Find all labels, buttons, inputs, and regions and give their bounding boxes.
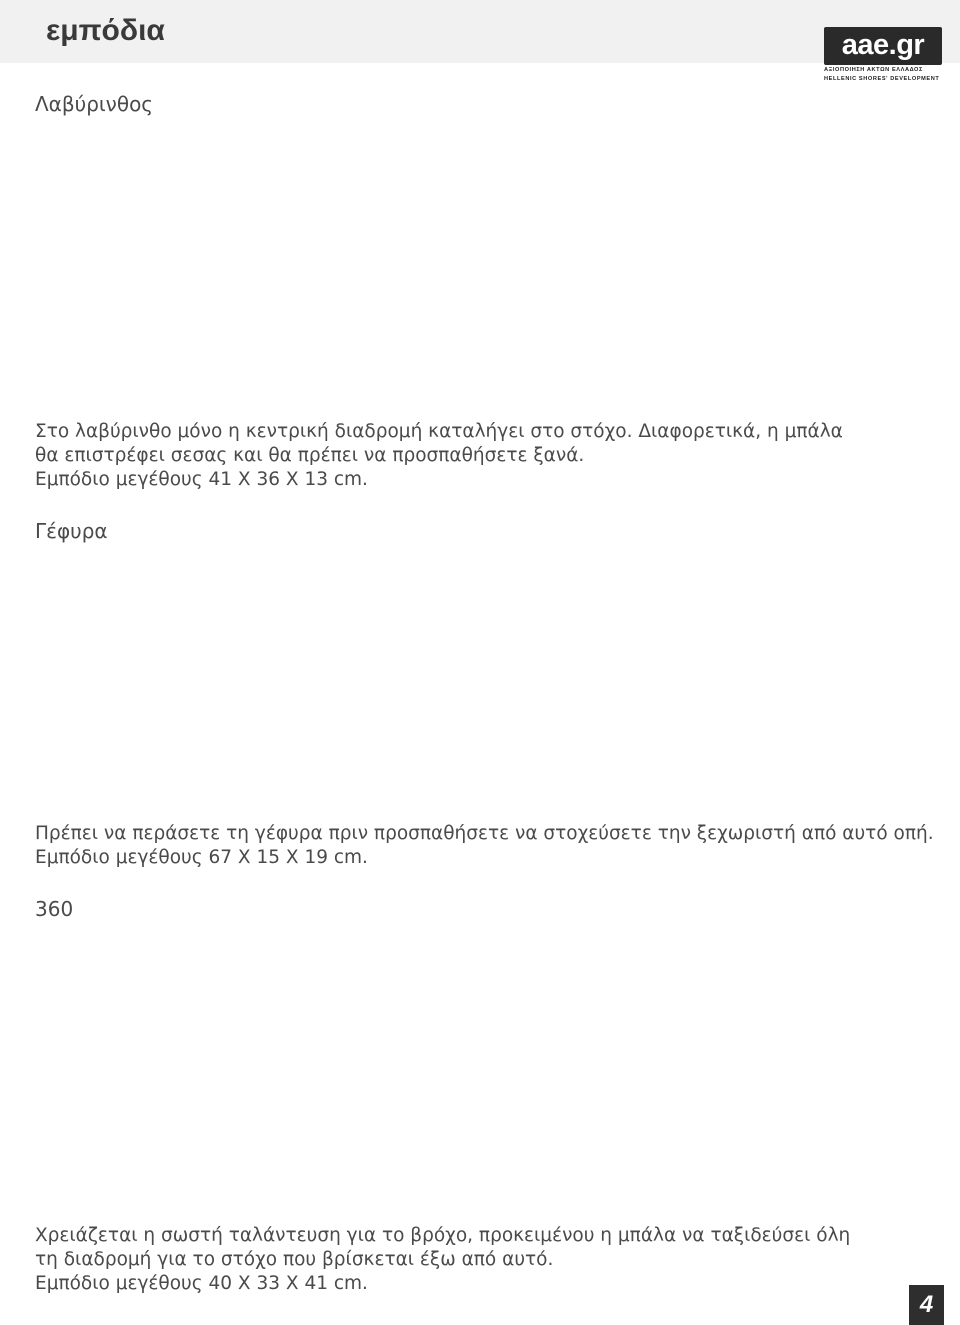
section-body-bridge <box>35 822 934 870</box>
body-line: τη διαδρομή για το στόχο που βρίσκεται έξω από αυτό. <box>35 1249 554 1270</box>
section-title-bridge: Γέφυρα <box>35 519 108 543</box>
body-line: θα επιστρέφει σεσας και θα πρέπει να προσπαθήσετε ξανά. <box>35 445 585 466</box>
section-title-labyrinth: Λαβύρινθος <box>35 92 154 116</box>
section-body-labyrinth <box>35 420 843 492</box>
body-line: Πρέπει να περάσετε τη γέφυρα πριν προσπαθήσετε να στοχεύσετε την ξεχωριστή από αυτό οπή. <box>35 823 934 844</box>
section-title-360: 360 <box>35 897 74 921</box>
logo-tagline-greek: ΑΞΙΟΠΟΙΗΣΗ ΑΚΤΩΝ ΕΛΛΑΔΟΣ <box>824 67 923 73</box>
body-line: Εμπόδιο μεγέθους 67 Χ 15 Χ 19 cm. <box>35 847 368 868</box>
body-line: Εμπόδιο μεγέθους 40 Χ 33 Χ 41 cm. <box>35 1273 368 1294</box>
body-line: Εμπόδιο μεγέθους 41 Χ 36 Χ 13 cm. <box>35 469 368 490</box>
logo-wordmark: aae.gr <box>824 27 942 65</box>
body-line: Χρειάζεται η σωστή ταλάντευση για το βρόχο, προκειμένου η μπάλα να ταξιδεύσει όλη <box>35 1225 851 1246</box>
aae-logo <box>824 27 944 81</box>
section-body-360 <box>35 1224 850 1296</box>
body-line: Στο λαβύρινθο μόνο η κεντρική διαδρομή καταλήγει στο στόχο. Διαφορετικά, η μπάλα <box>35 421 843 442</box>
logo-tagline-english: HELLENIC SHORES' DEVELOPMENT <box>824 76 940 82</box>
page-title: εμπόδια <box>46 14 165 47</box>
page-header <box>0 0 960 82</box>
page-number: 4 <box>909 1285 944 1325</box>
